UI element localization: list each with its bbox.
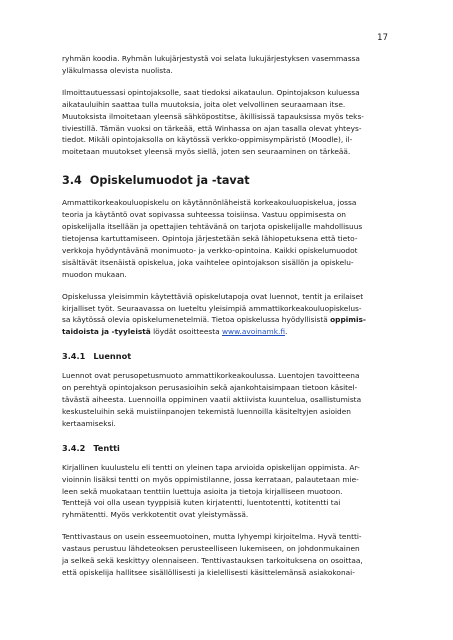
text-line: Luennot ovat perusopetusmuoto ammattikorkeakoulussa. Luentojen tavoitteena	[62, 371, 360, 381]
text-line: ryhmätentti. Myös verkkotentit ovat yleistymässä.	[62, 510, 249, 520]
paragraph-study-forms	[62, 197, 396, 280]
text-segment: löydät osoitteesta	[150, 327, 223, 337]
text-line: vastaus perustuu lähdeteoksen perusteelliseen lukemiseen, on johdonmukainen	[62, 544, 360, 554]
text-line: moitetaan muutokset yleensä myös siellä, joten sen seuraaminen on tärkeää.	[62, 147, 351, 157]
bold-term: oppimis-	[330, 315, 367, 325]
paragraph-schedule-changes	[62, 87, 396, 158]
text-line: Ammattikorkeakouluopiskelu on käytännönläheistä korkeakouluopiskelua, jossa	[62, 198, 357, 208]
text-line: tävästä aiheesta. Luennoilla oppiminen vaatii aktiivista kuuntelua, osallistumista	[62, 395, 362, 405]
text-line: aikatauluihin saattaa tulla muutoksia, joita olet velvollinen seuraamaan itse.	[62, 99, 346, 109]
paragraph-study-methods	[62, 291, 396, 339]
section-number: 3.4.2	[62, 442, 86, 453]
text-line: Opiskelussa yleisimmin käytettäviä opiskelutapoja ovat luennot, tentit ja erilaiset	[62, 291, 364, 301]
text-segment: .	[285, 327, 288, 337]
document-body	[62, 53, 396, 589]
text-line: kertaamiseksi.	[62, 418, 116, 428]
text-line: keskusteluihin sekä muistiinpanojen tekemistä luennoilla käsiteltyjen asioiden	[62, 406, 351, 416]
text-line: Kirjallinen kuulustelu eli tentti on yleinen tapa arvioida opiskelijan oppimista. Ar-	[62, 462, 360, 472]
section-number: 3.4.1	[62, 351, 86, 362]
paragraph-exam	[62, 462, 396, 522]
text-segment: sa käytössä olevia opiskelumenetelmiä. Tietoa opiskelussa hyödyllisistä	[62, 315, 331, 325]
section-number: 3.4	[62, 174, 82, 188]
text-line: leen sekä muokataan tenttiin luettuja asioita ja tietoja kirjalliseen muotoon.	[62, 486, 343, 496]
section-title: Tentti	[93, 442, 120, 453]
text-line: ja selkeä sekä keskittyy olennaiseen. Tenttivastauksen tarkoituksena on osoittaa,	[62, 556, 363, 566]
text-line: verkkoja hyödyntävänä monimuoto- ja verkko-opintoina. Kaikki opiskelumuodot	[62, 245, 358, 255]
avoinamk-link[interactable]: www.avoinamk.fi	[222, 327, 285, 337]
text-line	[62, 314, 396, 326]
text-line: että opiskelija hallitsee sisällöllisesti ja kielellisesti käsittelemänsä asiakokonai-	[62, 568, 355, 577]
text-line: teoria ja käytäntö ovat sopivassa suhteessa toisiinsa. Vastuu oppimisesta on	[62, 210, 346, 220]
text-line: Tenttejä voi olla usean tyyppisiä kuten kirjatentti, luentotentti, kotitentti tai	[62, 498, 341, 508]
text-line: Muutoksista ilmoitetaan yleensä sähköpostitse, äkillisissä tapauksissa myös teks-	[62, 111, 364, 121]
section-heading-3-4	[62, 174, 396, 187]
section-heading-3-4-2	[62, 443, 396, 453]
text-line: yläkulmassa olevista nuolista.	[62, 65, 173, 75]
text-line: sisältävät itsenäistä opiskelua, joka vaihtelee opintojakson sisällön ja opiskelu-	[62, 257, 354, 267]
text-line: on perehtyä opintojakson perusasioihin sekä ajankohtaisimpaan tietoon käsitel-	[62, 383, 358, 393]
text-line: ryhmän koodia. Ryhmän lukujärjestystä voi selata lukujärjestyksen vasemmassa	[62, 54, 360, 63]
section-title: Opiskelumuodot ja -tavat	[89, 174, 250, 188]
paragraph-exam-answer	[62, 531, 396, 579]
section-heading-3-4-1	[62, 351, 396, 361]
paragraph-lectures	[62, 370, 396, 430]
text-line: Ilmoittautuessasi opintojaksolle, saat tiedoksi aikataulun. Opintojakson kuluessa	[62, 87, 360, 97]
text-line: tietojensa kartuttamiseen. Opintoja järjestetään sekä lähiopetuksena että tieto-	[62, 233, 358, 243]
section-title: Luennot	[93, 351, 132, 362]
page-number: 17	[377, 33, 388, 43]
text-line	[62, 326, 396, 338]
text-line: tiviestillä. Tämän vuoksi on tärkeää, että Winhassa on ajan tasalla olevat yhteys-	[62, 123, 362, 133]
text-line: kirjalliset työt. Seuraavassa on lueteltu yleisimpiä ammattikorkeakouluopiskelus-	[62, 303, 362, 313]
text-line: muodon mukaan.	[62, 269, 127, 279]
paragraph-timetable-intro	[62, 53, 396, 77]
bold-term: taidoista ja -tyyleistä	[62, 327, 151, 337]
text-line: Tenttivastaus on usein esseemuotoinen, mutta lyhyempi kirjoitelma. Hyvä tentti-	[62, 532, 362, 542]
text-line: tiedot. Mikäli opintojaksolla on käytössä verkko-oppimisympäristö (Moodle), il-	[62, 135, 353, 145]
text-line: opiskelijalla itsellään ja opettajien tehtävänä on tarjota opiskelijalle mahdollisuus	[62, 222, 363, 232]
text-line: vioinnin lisäksi tentti on myös oppimistilanne, jossa kerrataan, palautetaan mie-	[62, 474, 359, 484]
